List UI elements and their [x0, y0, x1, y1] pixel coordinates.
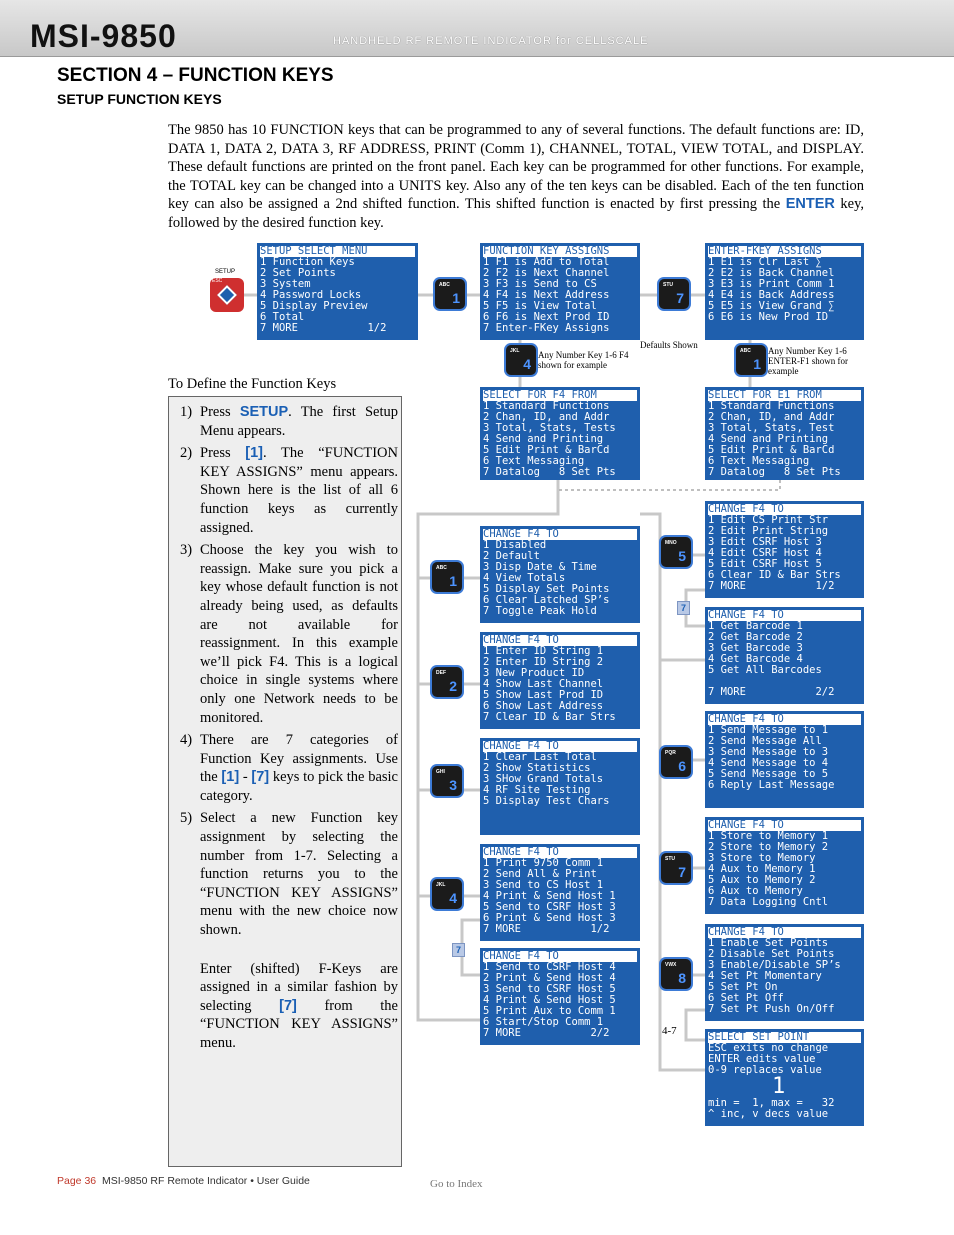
- keypad-key-icon: GHI 3: [432, 766, 462, 796]
- page-footer: [57, 1175, 310, 1187]
- subsection-title: SETUP FUNCTION KEYS: [57, 91, 222, 107]
- intro-text-1: The 9850 has 10 FUNCTION keys that can be programmed to any of several functions. The default functions are: ID, DATA 1, DATA 2, DATA 3, RF ADDRESS, PRINT (Comm 1), CHANNEL, TOTAL, VIEW TOTAL, and DISPLAY. These default functions are printed on the front panel. Each key can be programmed for other functions. For example, the TOTAL key can be changed into a UNITS key. Also any of the ten keys can be disabled. Each of the ten function key can also be assigned a 2nd shifted function. This shifted function is enacted by first pressing the: [168, 122, 864, 213]
- product-logo: MSI-9850: [30, 18, 177, 54]
- keypad-key-icon: VWX 8: [661, 959, 691, 989]
- header-tagline: HANDHELD RF REMOTE INDICATOR for CELLSCALE: [333, 35, 649, 47]
- go-to-index-link[interactable]: Go to Index: [430, 1178, 483, 1190]
- setup-key-icon: SETUP ESC: [210, 278, 244, 312]
- lcd-screen: SETUP SELECT MENU 1 Function Keys 2 Set Points 3 System 4 Password Locks 5 Display Preview 6 Total 7 MORE 1/2: [257, 243, 418, 340]
- keypad-key-icon: JKL 4: [506, 345, 536, 375]
- page-marker: 4-7: [662, 1025, 677, 1037]
- enter-key-ref: ENTER: [785, 196, 835, 213]
- section-title: SECTION 4 – FUNCTION KEYS: [57, 65, 334, 86]
- keypad-key-icon: ABC 1: [432, 562, 462, 592]
- lcd-screen: ENTER-FKEY ASSIGNS 1 E1 is Clr Last ∑ 2 E2 is Back Channel 3 E3 is Print Comm 1 4 E4 is Back Address 5 E5 is View Grand ∑ 6 E6 is New Prod ID: [705, 243, 864, 340]
- step-3: 3) Choose the key you wish to reassign. Make sure you pick a key whose default function is not already being used, as defaults are not available for reassignment. In this example we’ll pick F4. This is a logical choice in single systems where only one Network needs to be monitored.: [180, 542, 398, 726]
- step-5: 5) Select a new Function key assignment by selecting the number from 1-7. Selecting a function returns you to the “FUNCTION KEY ASSIGNS” menu with the new choice now shown.: [180, 810, 398, 939]
- step-1: 1) Press SETUP. The first Setup Menu appears.: [180, 404, 398, 439]
- keypad-key-icon: DEF 2: [432, 667, 462, 697]
- keypad-key-icon: JKL 4: [432, 879, 462, 909]
- lcd-screen: CHANGE F4 TO 1 Disabled 2 Default 3 Disp Date & Time 4 View Totals 5 Display Set Points 6 Clear Latched SP’s 7 Toggle Peak Hold: [480, 526, 640, 623]
- lcd-screen: CHANGE F4 TO 1 Clear Last Total 2 Show Statistics 3 SHow Grand Totals 4 RF Site Testing 5 Display Test Chars: [480, 738, 640, 835]
- page-number: Page 36: [57, 1175, 97, 1187]
- key-1-ref: [1]: [245, 445, 264, 462]
- define-keys-heading: To Define the Function Keys: [168, 376, 337, 392]
- intro-text-2: key, followed by the desired function key.: [168, 196, 865, 231]
- e1-example-note: Any Number Key 1-6 ENTER-F1 shown for example: [768, 346, 848, 376]
- setpoint-screen: SELECT SET POINT ESC exits no change ENTER edits value 0-9 replaces value 1 min = 1, max = 32 ^ inc, v decs value: [705, 1029, 864, 1126]
- lcd-screen: CHANGE F4 TO 1 Get Barcode 1 2 Get Barcode 2 3 Get Barcode 3 4 Get Barcode 4 5 Get All Barcodes 7 MORE 2/2: [705, 607, 864, 704]
- setup-key-ref: SETUP: [239, 404, 289, 420]
- key-1-ref: [1]: [221, 769, 240, 786]
- f4-example-note: Any Number Key 1-6 F4 shown for example: [538, 350, 629, 370]
- keypad-key-icon: PQR 6: [661, 747, 691, 777]
- lcd-screen: CHANGE F4 TO 1 Print 9750 Comm 1 2 Send All & Print 3 Send to CS Host 1 4 Print & Send Host 1 5 Send to CSRF Host 3 6 Print & Send Host 3 7 MORE 1/2: [480, 844, 640, 941]
- key-7-ref: [7]: [251, 769, 270, 786]
- lcd-screen: CHANGE F4 TO 1 Enable Set Points 2 Disable Set Points 3 Enable/Disable SP’s 4 Set Pt Momentary 5 Set Pt On 6 Set Pt Off 7 Set Pt Push On/Off: [705, 924, 864, 1021]
- footer-title: MSI-9850 RF Remote Indicator • User Guide: [101, 1175, 310, 1187]
- lcd-screen: CHANGE F4 TO 1 Enter ID String 1 2 Enter ID String 2 3 New Product ID 4 Show Last Channel 5 Show Last Prod ID 6 Show Last Address 7 Clear ID & Bar Strs: [480, 632, 640, 729]
- diamond-icon: [217, 285, 237, 305]
- keypad-key-icon: ABC 1: [435, 279, 465, 309]
- keypad-key-icon: STU 7: [661, 853, 691, 883]
- keypad-key-icon: ABC 1: [736, 345, 766, 375]
- defaults-note: Defaults Shown: [640, 340, 698, 350]
- lcd-screen: CHANGE F4 TO 1 Edit CS Print Str 2 Edit Print String 3 Edit CSRF Host 3 4 Edit CSRF Host 4 5 Edit CSRF Host 5 6 Clear ID & Bar Strs 7 MORE 1/2: [705, 501, 864, 598]
- setpoint-value: 1: [772, 1074, 786, 1099]
- key-7-tag: 7: [452, 943, 465, 957]
- keypad-key-icon: MNO 5: [661, 537, 691, 567]
- shifted-keys-note: Enter (shifted) F-Keys are assigned in a similar fashion by selecting [7] from the “FUNCTION KEY ASSIGNS” menu.: [200, 960, 398, 1051]
- key-7-ref: [7]: [279, 997, 297, 1014]
- lcd-screen: CHANGE F4 TO 1 Send to CSRF Host 4 2 Print & Send Host 4 3 Send to CSRF Host 5 4 Print & Send Host 5 5 Print Aux to Comm 1 6 Start/Stop Comm 1 7 MORE 2/2: [480, 948, 640, 1045]
- step-4: 4) There are 7 categories of Function Key assignments. Use the [1] - [7] keys to pick the basic category.: [180, 732, 398, 804]
- lcd-screen: SELECT FOR E1 FROM 1 Standard Functions 2 Chan, ID, and Addr 3 Total, Stats, Test 4 Send and Printing 5 Edit Print & BarCd 6 Text Messaging 7 Datalog 8 Set Pts: [705, 387, 864, 480]
- step-2: 2) Press [1]. The “FUNCTION KEY ASSIGNS” menu appears. Shown here is the list of all 6 function keys as currently assigned.: [180, 445, 398, 536]
- key-7-tag: 7: [677, 601, 690, 615]
- lcd-screen: CHANGE F4 TO 1 Send Message to 1 2 Send Message All 3 Send Message to 3 4 Send Message to 4 5 Send Message to 5 6 Reply Last Message: [705, 711, 864, 808]
- keypad-key-icon: STU 7: [659, 279, 689, 309]
- lcd-screen: SELECT FOR F4 FROM 1 Standard Functions 2 Chan, ID, and Addr 3 Total, Stats, Tests 4 Send and Printing 5 Edit Print & BarCd 6 Text Messaging 7 Datalog 8 Set Pts: [480, 387, 640, 480]
- lcd-screen: CHANGE F4 TO 1 Store to Memory 1 2 Store to Memory 2 3 Store to Memory 4 Aux to Memory 1 5 Aux to Memory 2 6 Aux to Memory 7 Data Logging Cntl: [705, 817, 864, 914]
- lcd-screen: FUNCTION KEY ASSIGNS 1 F1 is Add to Total 2 F2 is Next Channel 3 F3 is Send to CS 4 F4 is Next Address 5 F5 is View Total 6 F6 is Next Prod ID 7 Enter-FKey Assigns: [480, 243, 640, 340]
